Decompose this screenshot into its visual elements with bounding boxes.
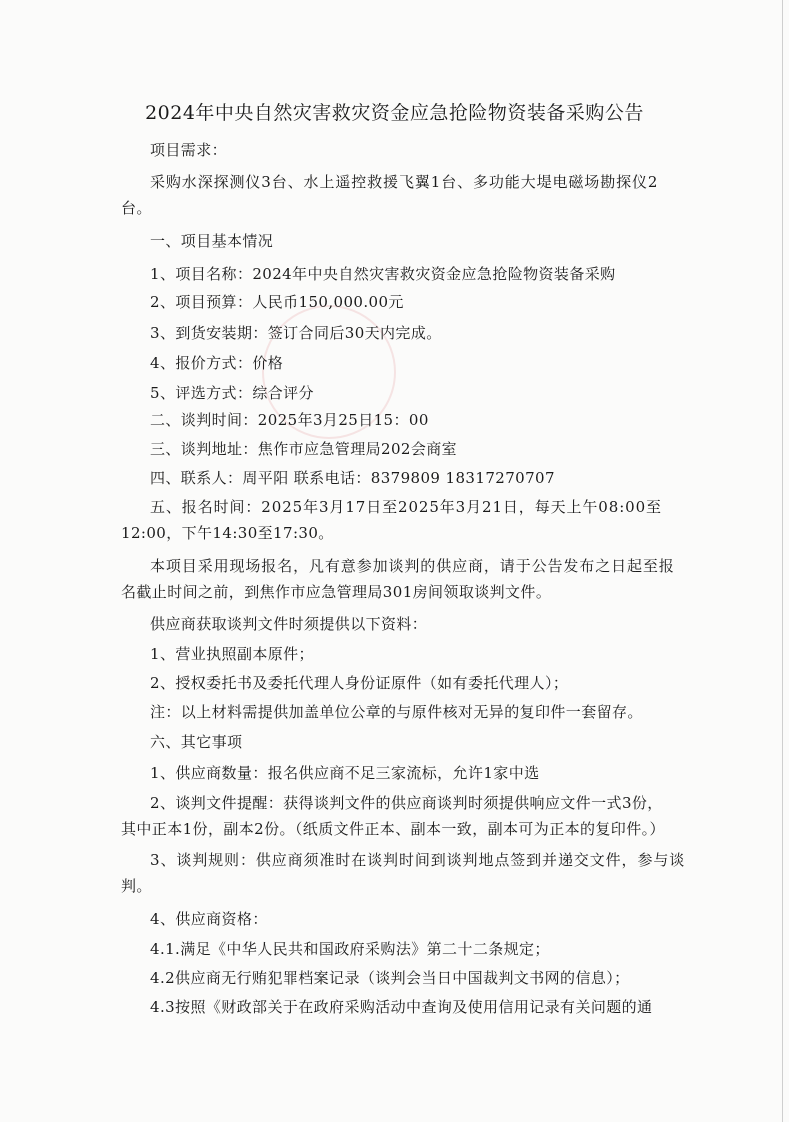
scan-edge-divider [782,0,783,1122]
line-material-1: 1、营业执照副本原件； [150,645,314,663]
line-requirements-2: 台。 [121,199,152,217]
line-rules-1: 3、谈判规则：供应商须准时在谈判时间到谈判地点签到并递交文件，参与谈 [150,851,686,869]
line-qualification-4-1: 4.1.满足《中华人民共和国政府采购法》第二十二条规定； [150,940,550,958]
line-negotiation-address: 三、谈判地址：焦作市应急管理局202会商室 [150,440,458,458]
line-section-6-heading: 六、其它事项 [150,733,243,751]
line-materials-note: 注：以上材料需提供加盖单位公章的与原件核对无异的复印件一套留存。 [150,703,643,721]
line-material-2: 2、授权委托书及委托代理人身份证原件（如有委托代理人）； [150,674,569,692]
line-supplier-count: 1、供应商数量：报名供应商不足三家流标，允许1家中选 [150,764,540,782]
line-requirements-1: 采购水深探测仪3台、水上遥控救援飞翼1台、多功能大堤电磁场勘探仪2 [150,173,659,191]
line-registration-time-2: 12:00，下午14:30至17:30。 [121,524,334,542]
line-rules-2: 判。 [121,877,152,895]
line-materials-heading: 供应商获取谈判文件时须提供以下资料： [150,615,428,633]
line-project-requirements-heading: 项目需求： [150,141,228,159]
line-section-1-heading: 一、项目基本情况 [150,232,274,250]
line-delivery-period: 3、到货安装期：签订合同后30天内完成。 [150,324,442,342]
line-qualification-heading: 4、供应商资格： [150,910,268,928]
line-project-budget: 2、项目预算：人民币150,000.00元 [150,293,404,311]
line-onsite-registration-1: 本项目采用现场报名，凡有意参加谈判的供应商，请于公告发布之日起至报 [150,557,675,575]
line-evaluation-method: 5、评选方式：综合评分 [150,384,314,402]
line-contact: 四、联系人：周平阳 联系电话：8379809 18317270707 [150,469,555,487]
document-title: 2024年中央自然灾害救灾资金应急抢险物资装备采购公告 [145,102,644,124]
line-project-name: 1、项目名称：2024年中央自然灾害救灾资金应急抢险物资装备采购 [150,265,616,283]
line-qualification-4-2: 4.2供应商无行贿犯罪档案记录（谈判会当日中国裁判文书网的信息）； [150,969,630,987]
line-doc-reminder-1: 2、谈判文件提醒：获得谈判文件的供应商谈判时须提供响应文件一式3份， [150,794,663,812]
line-quote-method: 4、报价方式：价格 [150,354,284,372]
line-doc-reminder-2: 其中正本1份，副本2份。（纸质文件正本、副本一致，副本可为正本的复印件。） [121,820,665,838]
line-negotiation-time: 二、谈判时间：2025年3月25日15：00 [150,411,429,429]
line-onsite-registration-2: 名截止时间之前，到焦作市应急管理局301房间领取谈判文件。 [121,583,552,601]
line-qualification-4-3: 4.3按照《财政部关于在政府采购活动中查询及使用信用记录有关问题的通 [150,998,653,1016]
line-registration-time-1: 五、报名时间：2025年3月17日至2025年3月21日，每天上午08:00至 [150,498,662,516]
